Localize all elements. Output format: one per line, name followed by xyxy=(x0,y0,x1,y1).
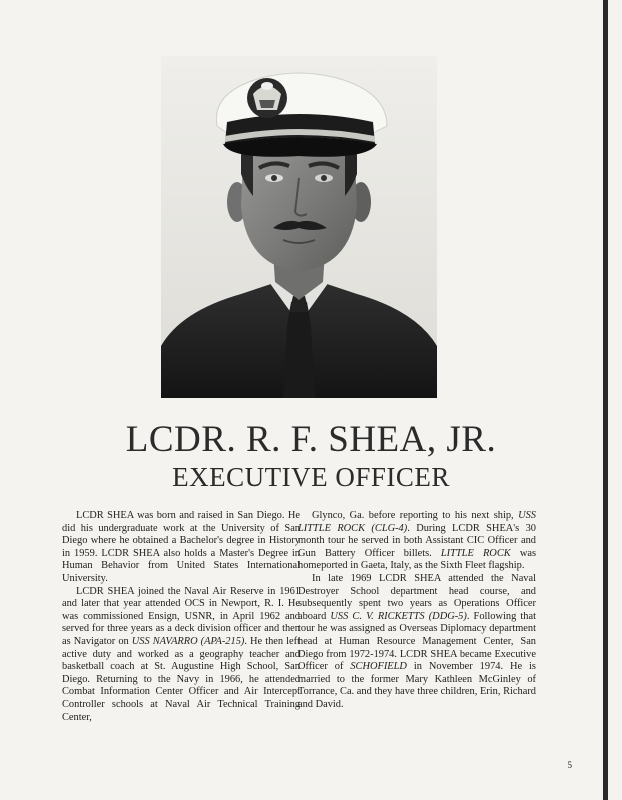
biography-right-column xyxy=(298,510,536,712)
page-number: 5 xyxy=(567,760,572,770)
officer-name-heading: LCDR. R. F. SHEA, JR. xyxy=(125,419,497,460)
biography-text: LCDR SHEA was born and raised in San Diego. He did his undergraduate work at the University of San Diego where he obtained a Bachelor's degree in History in 1959. LCDR SHEA also holds a Master's Degree in Human Behavior from United States International University. xyxy=(62,510,300,584)
biography-paragraph xyxy=(298,510,536,573)
biography-paragraph xyxy=(62,510,300,586)
biography-paragraph xyxy=(298,573,536,712)
biography-text: . He then left active duty and worked as a geography teacher and basketball coach at St. Augustine High School, San Diego. Returning to the Navy in 1966, he attended Combat Information Center Officer and Air Intercept Controller schools at Naval Air Technical Training Center, xyxy=(62,635,300,723)
officer-portrait-photo xyxy=(161,56,437,398)
ship-name-text: LITTLE ROCK xyxy=(440,547,511,559)
ship-name-text: SCHOFIELD xyxy=(350,661,407,673)
ship-name-text: USS LITTLE ROCK (CLG-4) xyxy=(298,510,536,534)
page-edge-shadow xyxy=(603,0,608,800)
biography-text: In late 1969 LCDR SHEA attended the Naval Destroyer School department head course, and subsequently spent two years as Operations Officer aboard xyxy=(298,572,536,622)
biography-text: LCDR SHEA joined the Naval Air Reserve in 1961 and later that year attended OCS in Newport, R. I. He was commissioned Ensign, USNR, in April 1962 and served for three years as a deck division officer and then as Navigator on xyxy=(62,585,300,647)
biography-text: . During LCDR SHEA's 30 month tour he served in both Assistant CIC Officer and Gun Battery Officer billets. xyxy=(298,522,536,559)
ship-name-text: USS NAVARRO (APA-215) xyxy=(131,635,245,647)
ship-name-text: USS C. V. RICKETTS (DDG-5) xyxy=(330,610,467,622)
biography-left-column xyxy=(62,510,300,724)
navy-cap-insignia xyxy=(247,78,287,118)
biography-text: was homeported in Gaeta, Italy, as the Sixth Fleet flagship. xyxy=(298,547,536,572)
biography-paragraph xyxy=(62,586,300,725)
biography-text: Glynco, Ga. before reporting to his next ship, xyxy=(312,510,519,521)
biography-text: in November 1974. He is married to the former Mary Kathleen McGinley of Torrance, Ca. and they have three children, Erin, Richard and David. xyxy=(298,661,536,710)
officer-position-heading: EXECUTIVE OFFICER xyxy=(172,462,450,492)
biography-text: . Following that tour he was assigned as Overseas Diplomacy department head at Human Resource Management Center, San Diego from 1972-1974. LCDR SHEA became Executive Officer of xyxy=(298,610,536,673)
